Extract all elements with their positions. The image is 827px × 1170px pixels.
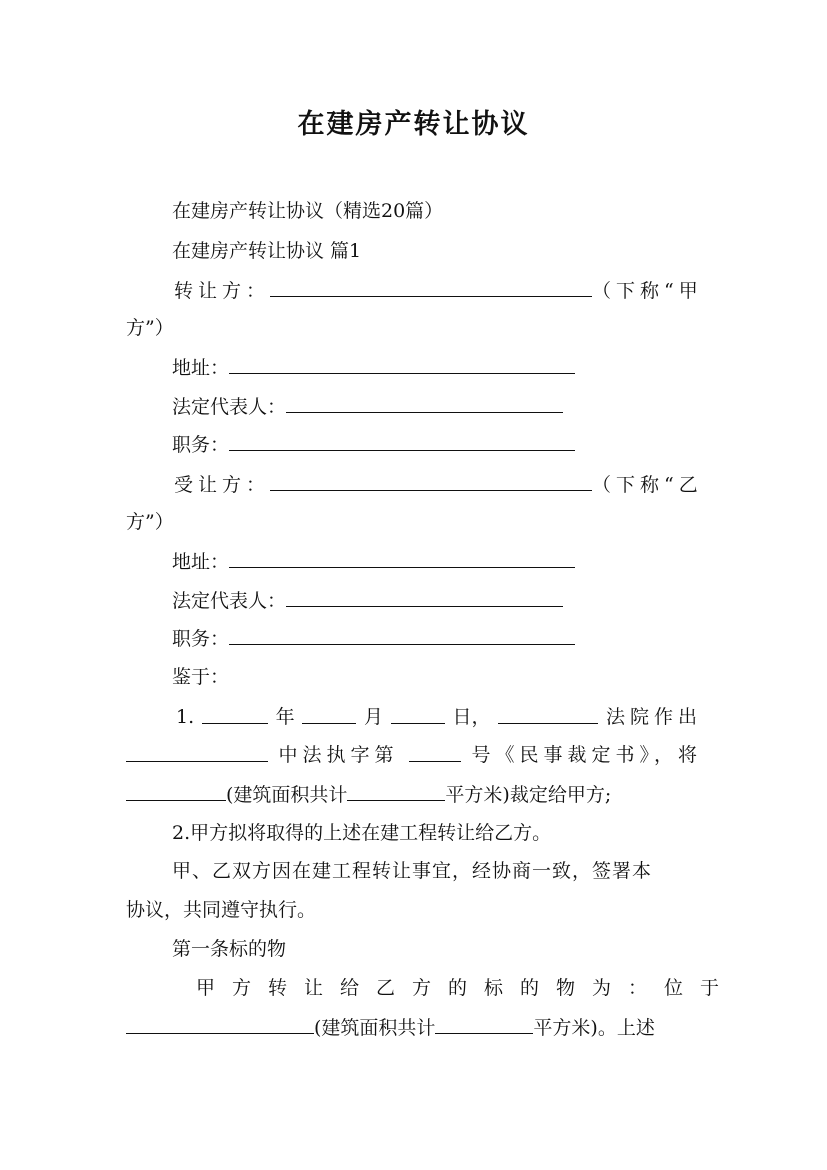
clause1-line1	[176, 705, 702, 729]
address-blank	[229, 355, 575, 374]
month-label: 月	[364, 706, 384, 728]
case-court-blank	[126, 743, 268, 762]
article1-area-text: (建筑面积共计	[314, 1017, 436, 1039]
transferor-line	[174, 278, 703, 303]
address-label: 地址：	[172, 551, 230, 573]
year-label: 年	[275, 706, 295, 728]
legal-rep-blank	[286, 588, 563, 607]
legal-rep-blank	[286, 394, 563, 413]
clause1-area-text: (建筑面积共计	[226, 784, 348, 806]
transferor-blank	[270, 278, 592, 297]
court-made-text: 法院作出	[605, 706, 702, 728]
whereas-label: 鉴于：	[172, 666, 230, 688]
year-blank	[202, 705, 268, 724]
section-heading: 在建房产转让协议 篇1	[172, 240, 362, 262]
address-line-a	[172, 355, 575, 380]
area-blank	[347, 782, 445, 801]
agreement-para-line2: 协议，共同遵守执行。	[126, 899, 317, 921]
area-blank	[435, 1015, 533, 1034]
clause1-prefix: 1.	[176, 706, 195, 728]
document-subtitle: 在建房产转让协议（精选20篇）	[172, 200, 444, 222]
legal-rep-label: 法定代表人：	[172, 396, 287, 418]
address-blank	[229, 549, 575, 568]
month-blank	[302, 705, 356, 724]
clause2: 2.甲方拟将取得的上述在建工程转让给乙方。	[172, 822, 552, 844]
location-blank	[126, 1015, 314, 1034]
clause1-line3	[126, 782, 611, 807]
legal-rep-line-b	[172, 588, 563, 613]
position-line-a	[172, 432, 575, 457]
case-number-blank	[409, 743, 461, 762]
article1-line2	[126, 1015, 655, 1040]
position-line-b	[172, 626, 575, 651]
position-blank	[229, 432, 575, 451]
party-a-designation-end: 方”）	[126, 317, 174, 339]
court-case-text: 中法执字第	[278, 744, 399, 766]
clause1-line2	[126, 743, 702, 767]
transferee-blank	[270, 472, 592, 491]
address-line-b	[172, 549, 575, 574]
property-blank	[126, 782, 226, 801]
day-label: 日，	[452, 706, 491, 728]
article1-heading: 第一条标的物	[172, 938, 287, 960]
transferor-label: 转让方：	[174, 280, 271, 302]
civil-ruling-text: 号《民事裁定书》，将	[471, 744, 702, 766]
agreement-para-line1: 甲、乙双方因在建工程转让事宜，经协商一致，签署本	[172, 860, 653, 882]
court-blank	[498, 705, 598, 724]
legal-rep-label: 法定代表人：	[172, 590, 287, 612]
page-title: 在建房产转让协议	[297, 109, 530, 140]
party-b-designation-end: 方”）	[126, 511, 174, 533]
article1-line1: 甲方转让给乙方的标的物为：位于	[196, 977, 737, 999]
address-label: 地址：	[172, 357, 230, 379]
transferee-label: 受让方：	[174, 474, 271, 496]
article1-end-text: 平方米)。上述	[533, 1017, 655, 1039]
party-a-designation: （下称“甲	[592, 280, 703, 302]
transferee-line	[174, 472, 703, 497]
position-blank	[229, 626, 575, 645]
clause1-ruling-text: 平方米)裁定给甲方;	[445, 784, 612, 806]
day-blank	[391, 705, 445, 724]
party-b-designation: （下称“乙	[592, 474, 703, 496]
legal-rep-line-a	[172, 394, 563, 419]
position-label: 职务：	[172, 434, 230, 456]
position-label: 职务：	[172, 628, 230, 650]
